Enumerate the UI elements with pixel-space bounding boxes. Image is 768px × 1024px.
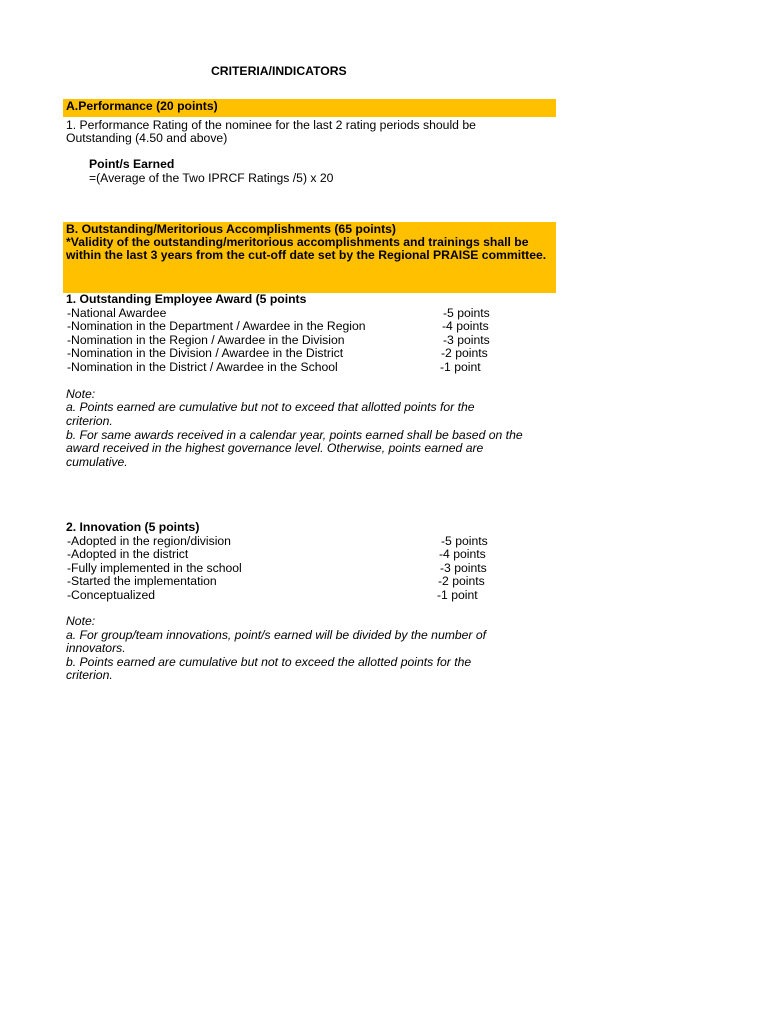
innovation-row-points: -5 points: [441, 534, 488, 548]
innovation-row-label: -Adopted in the district: [67, 547, 189, 561]
section-a-line1: 1. Performance Rating of the nominee for the last 2 rating periods should be: [66, 118, 476, 132]
award-row-points: -4 points: [442, 319, 489, 333]
award-row-label: -Nomination in the District / Awardee in the School: [67, 360, 338, 374]
innovation-row-label: -Fully implemented in the school: [67, 561, 242, 575]
award-heading: 1. Outstanding Employee Award (5 points: [66, 292, 307, 306]
innovation-row-label: -Adopted in the region/division: [67, 534, 231, 548]
section-b-heading: B. Outstanding/Meritorious Accomplishments (65 points): [66, 222, 396, 236]
award-note-b-line3: cumulative.: [66, 455, 128, 469]
award-row: [67, 361, 547, 375]
award-row-points: -2 points: [441, 346, 488, 360]
award-row-label: -National Awardee: [67, 306, 167, 320]
innovation-heading: 2. Innovation (5 points): [66, 520, 200, 534]
award-row-points: -5 points: [443, 306, 490, 320]
award-row-label: -Nomination in the Region / Awardee in the Division: [67, 333, 345, 347]
award-note-a-line1: a. Points earned are cumulative but not to exceed that allotted points for the: [66, 400, 475, 414]
section-b-note-line1: *Validity of the outstanding/meritorious accomplishments and trainings shall be: [66, 235, 529, 249]
innovation-row-points: -4 points: [439, 547, 486, 561]
innovation-note-b-line2: criterion.: [66, 668, 113, 682]
award-note-b-line1: b. For same awards received in a calendar year, points earned shall be based on the: [66, 428, 523, 442]
innovation-note-title: Note:: [66, 614, 96, 628]
award-note-title: Note:: [66, 387, 96, 401]
innovation-row-points: -3 points: [440, 561, 487, 575]
award-row: [67, 320, 547, 334]
innovation-row-label: -Conceptualized: [67, 588, 156, 602]
innovation-note-a-line1: a. For group/team innovations, point/s earned will be divided by the number of: [66, 628, 487, 642]
award-row-label: -Nomination in the Department / Awardee in the Region: [67, 319, 366, 333]
innovation-row: [67, 589, 547, 603]
section-a-heading: A.Performance (20 points): [66, 99, 218, 113]
innovation-row-points: -2 points: [438, 574, 485, 588]
innovation-row: [67, 575, 547, 589]
innovation-note-b-line1: b. Points earned are cumulative but not to exceed the allotted points for the: [66, 655, 472, 669]
innovation-row-points: -1 point: [437, 588, 478, 602]
innovation-row: [67, 548, 547, 562]
award-row-points: -3 points: [443, 333, 490, 347]
section-a-line2: Outstanding (4.50 and above): [66, 131, 228, 145]
points-earned-heading: Point/s Earned: [89, 157, 175, 171]
section-b-note-line2: within the last 3 years from the cut-off date set by the Regional PRAISE committee.: [66, 248, 547, 262]
award-row-points: -1 point: [440, 360, 481, 374]
page-title: CRITERIA/INDICATORS: [211, 64, 347, 78]
award-note-b-line2: award received in the highest governance level. Otherwise, points earned are: [66, 441, 484, 455]
award-row-label: -Nomination in the Division / Awardee in the District: [67, 346, 344, 360]
innovation-note-a-line2: innovators.: [66, 641, 126, 655]
award-row: [67, 347, 547, 361]
innovation-row-label: -Started the implementation: [67, 574, 217, 588]
award-note-a-line2: criterion.: [66, 414, 113, 428]
points-formula: =(Average of the Two IPRCF Ratings /5) x 20: [89, 171, 334, 185]
